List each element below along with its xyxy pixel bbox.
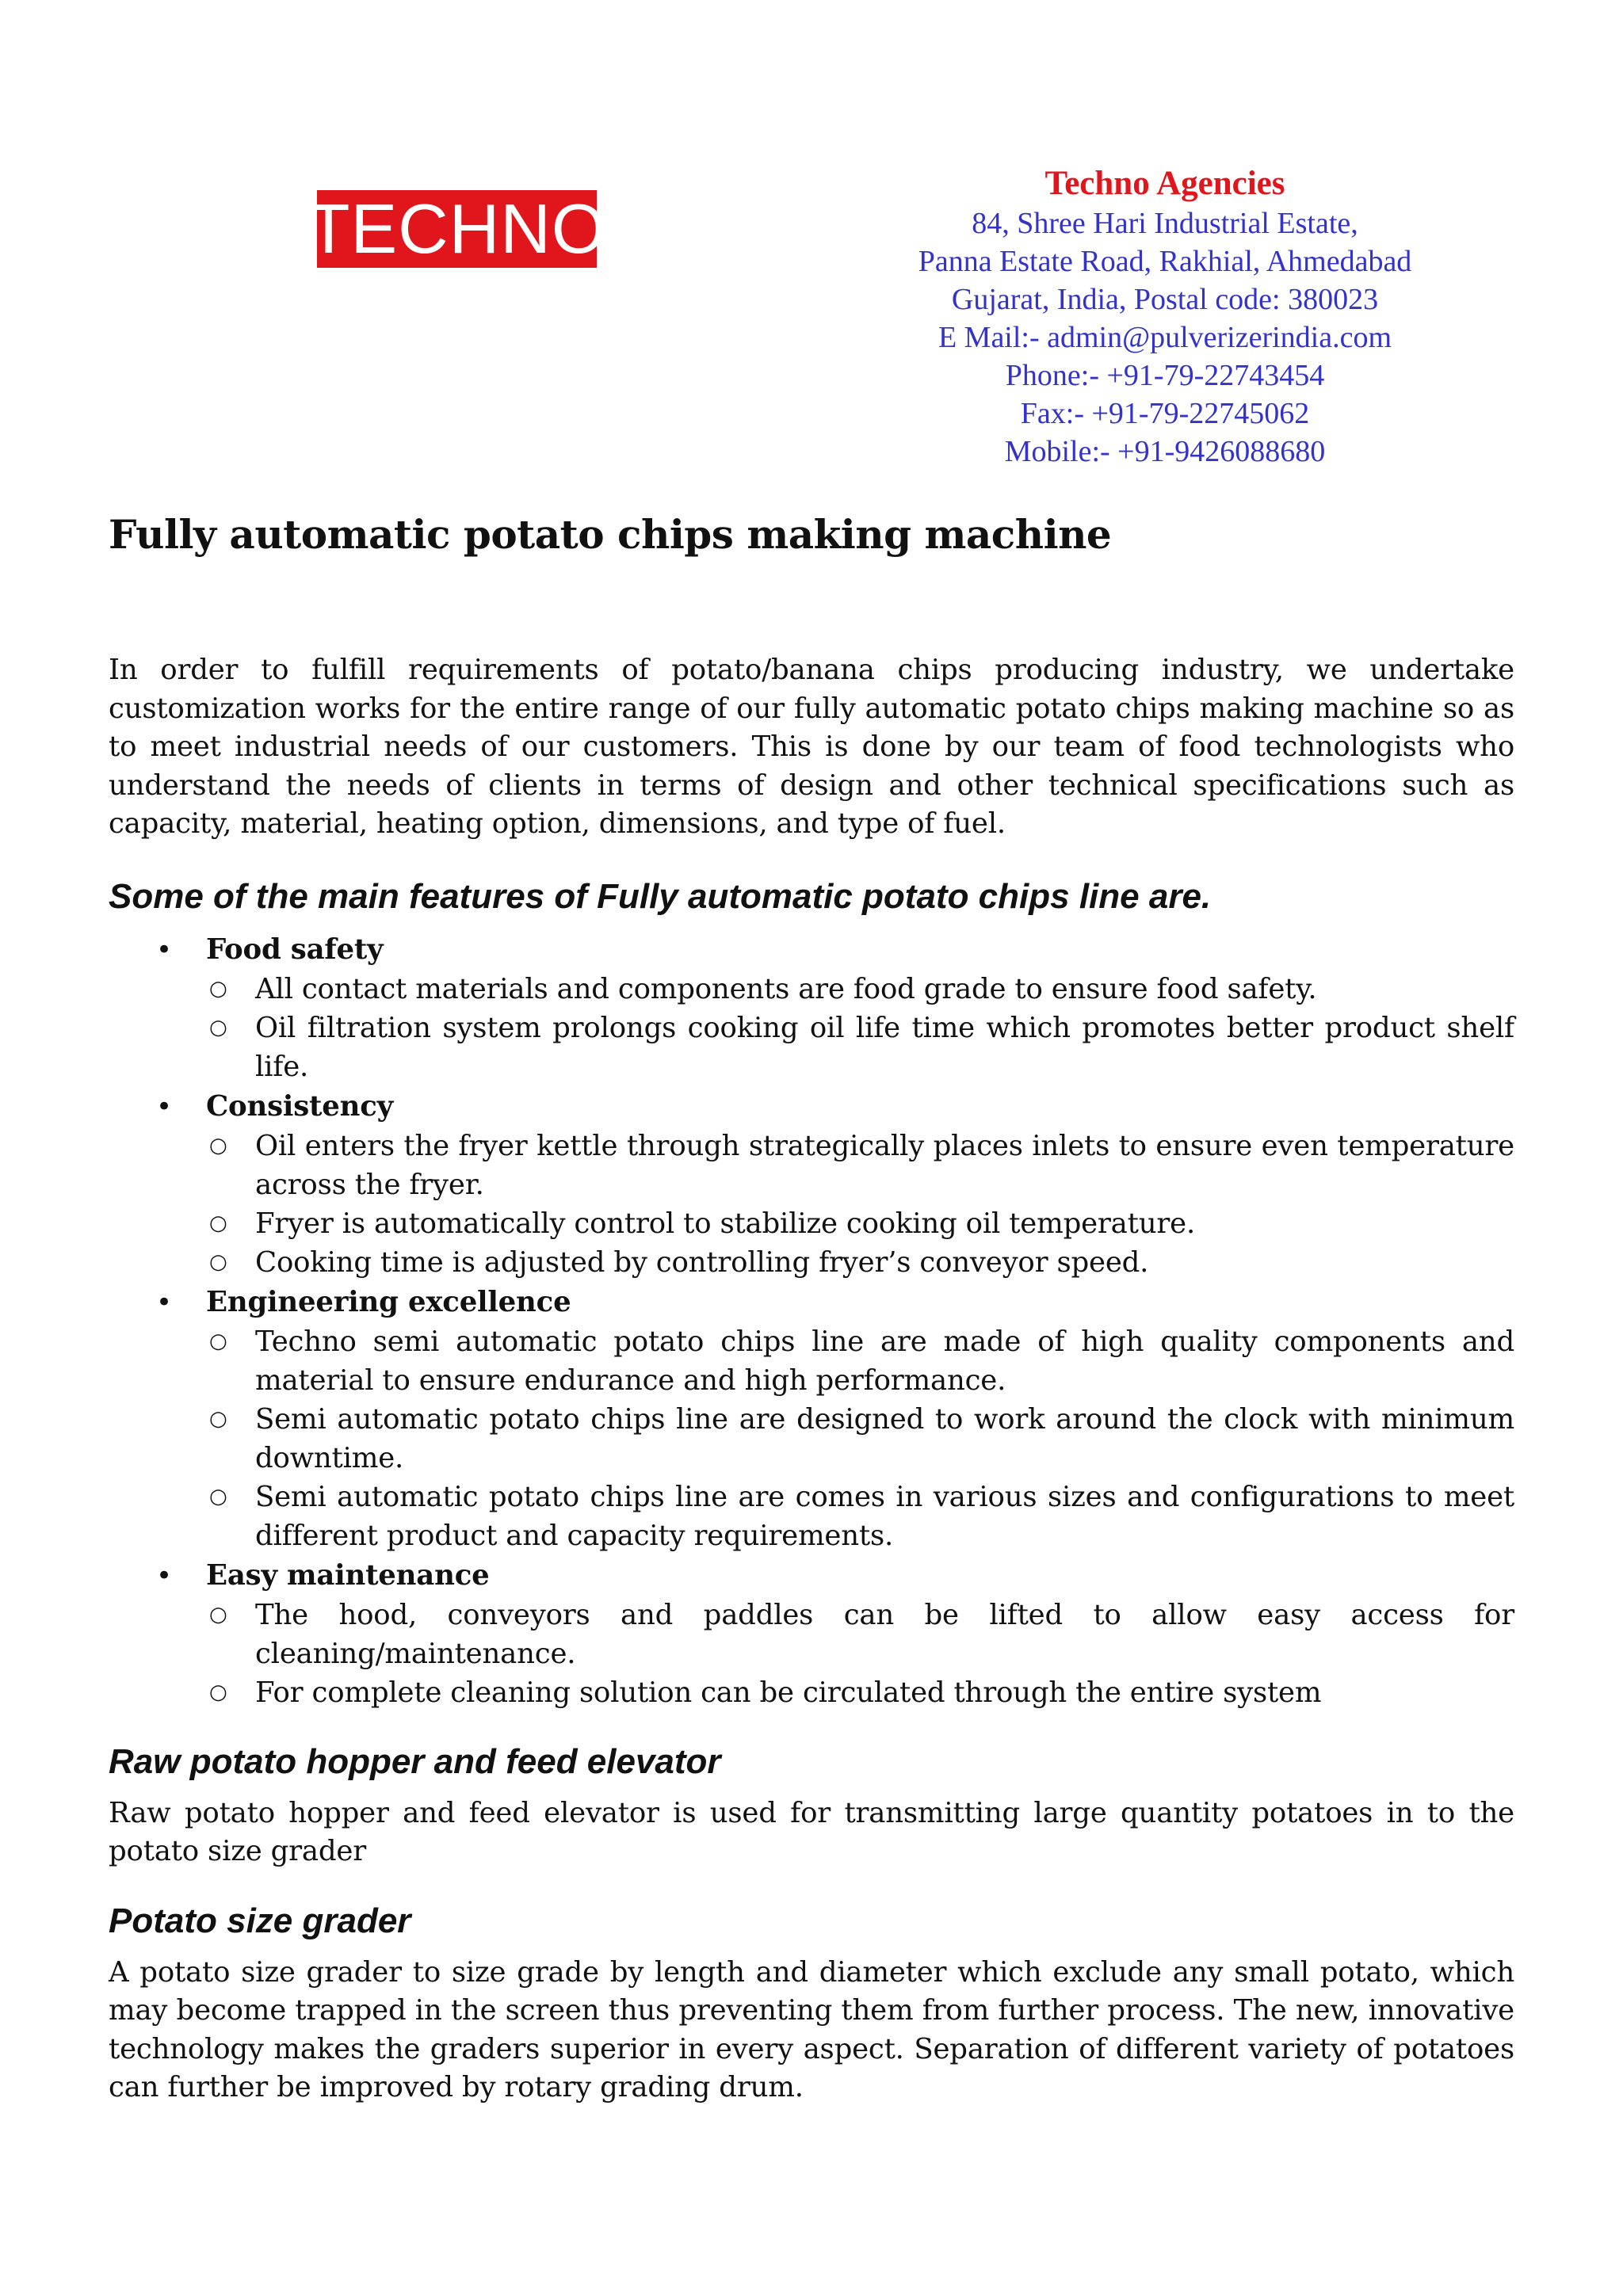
document-body — [109, 507, 1514, 2107]
grader-paragraph: A potato size grader to size grade by length and diameter which exclude any small potato, which may become trapped in the screen thus preventing them from further process. The new, innovative technology makes the graders superior in every aspect. Separation of different variety of potatoes can further be improved by rotary grading drum. — [109, 1955, 1514, 2103]
feature-title: Consistency — [206, 1089, 394, 1123]
feature-easy-maintenance — [109, 1555, 1514, 1712]
company-name: Techno Agencies — [1044, 165, 1285, 202]
feature-item-text: Fryer is automatically control to stabilize cooking oil temperature. — [255, 1207, 1196, 1240]
feature-items — [206, 970, 1514, 1086]
circle-bullet-icon: ○ — [209, 1015, 227, 1039]
feature-item — [206, 1204, 1514, 1243]
feature-item-text: Techno semi automatic potato chips line are made of high quality components and material to ensure endurance and high performance. — [255, 1325, 1514, 1397]
feature-item-text: The hood, conveyors and paddles can be lifted to allow easy access for cleaning/maintenance. — [255, 1598, 1514, 1670]
features-list — [109, 929, 1514, 1712]
feature-title: Engineering excellence — [206, 1285, 571, 1318]
feature-title: Food safety — [206, 933, 384, 966]
company-email: E Mail:- admin@pulverizerindia.com — [938, 321, 1392, 354]
bullet-icon: • — [156, 1090, 173, 1123]
feature-item-text: Cooking time is adjusted by controlling fryer’s conveyor speed. — [255, 1245, 1149, 1279]
features-heading: Some of the main features of Fully automatic potato chips line are. — [109, 876, 1212, 916]
feature-engineering-excellence — [109, 1282, 1514, 1555]
feature-item — [206, 970, 1514, 1009]
circle-bullet-icon: ○ — [209, 976, 227, 1001]
circle-bullet-icon: ○ — [209, 1680, 227, 1704]
company-mobile: Mobile:- +91-9426088680 — [1004, 435, 1326, 468]
circle-bullet-icon: ○ — [209, 1406, 227, 1431]
address-line-2: Panna Estate Road, Rakhial, Ahmedabad — [918, 245, 1412, 278]
feature-consistency — [109, 1086, 1514, 1282]
feature-title: Easy maintenance — [206, 1558, 490, 1592]
bullet-icon: • — [156, 1286, 173, 1318]
bullet-icon: • — [156, 1559, 173, 1592]
hopper-paragraph: Raw potato hopper and feed elevator is used for transmitting large quantity potatoes in to the potato size grader — [109, 1796, 1514, 1867]
circle-bullet-icon: ○ — [209, 1249, 227, 1274]
feature-items — [206, 1596, 1514, 1712]
grader-heading: Potato size grader — [109, 1901, 411, 1940]
circle-bullet-icon: ○ — [209, 1484, 227, 1508]
feature-item — [206, 1009, 1514, 1086]
feature-items — [206, 1127, 1514, 1282]
feature-item-text: Oil filtration system prolongs cooking oil life time which promotes better product shelf life. — [255, 1011, 1514, 1083]
feature-item — [206, 1596, 1514, 1673]
hopper-heading: Raw potato hopper and feed elevator — [109, 1741, 721, 1781]
feature-item — [206, 1673, 1514, 1712]
bullet-icon: • — [156, 933, 173, 966]
feature-item-text: Semi automatic potato chips line are designed to work around the clock with minimum downtime. — [255, 1402, 1514, 1474]
address-line-3: Gujarat, India, Postal code: 380023 — [951, 283, 1379, 316]
logo-text: TECHNO — [307, 189, 607, 268]
feature-item — [206, 1243, 1514, 1282]
address-line-1: 84, Shree Hari Industrial Estate, — [972, 207, 1358, 240]
feature-item — [206, 1127, 1514, 1204]
feature-food-safety — [109, 929, 1514, 1086]
feature-item-text: For complete cleaning solution can be circulated through the entire system — [255, 1676, 1322, 1709]
feature-items — [206, 1322, 1514, 1555]
feature-item — [206, 1478, 1514, 1555]
techno-logo — [307, 189, 607, 268]
circle-bullet-icon: ○ — [209, 1329, 227, 1353]
intro-paragraph: In order to fulfill requirements of potato/banana chips producing industry, we undertake customization works for the entire range of our fully automatic potato chips making machine so as to meet industrial needs of our customers. This is done by our team of food technologists who understand the needs of clients in terms of design and other technical specifications such as capacity, material, heating option, dimensions, and type of fuel. — [109, 654, 1514, 840]
feature-item-text: All contact materials and components are food grade to ensure food safety. — [255, 972, 1317, 1005]
company-phone: Phone:- +91-79-22743454 — [1005, 359, 1325, 392]
company-info — [808, 163, 1522, 471]
feature-item-text: Oil enters the fryer kettle through strategically places inlets to ensure even temperature across the fryer. — [255, 1129, 1514, 1201]
company-fax: Fax:- +91-79-22745062 — [1020, 397, 1310, 430]
feature-item — [206, 1400, 1514, 1478]
page-title: Fully automatic potato chips making machine — [109, 511, 1112, 558]
circle-bullet-icon: ○ — [209, 1211, 227, 1235]
circle-bullet-icon: ○ — [209, 1133, 227, 1158]
feature-item — [206, 1322, 1514, 1400]
feature-item-text: Semi automatic potato chips line are comes in various sizes and configurations to meet different product and capacity requirements. — [255, 1480, 1514, 1552]
circle-bullet-icon: ○ — [209, 1602, 227, 1627]
